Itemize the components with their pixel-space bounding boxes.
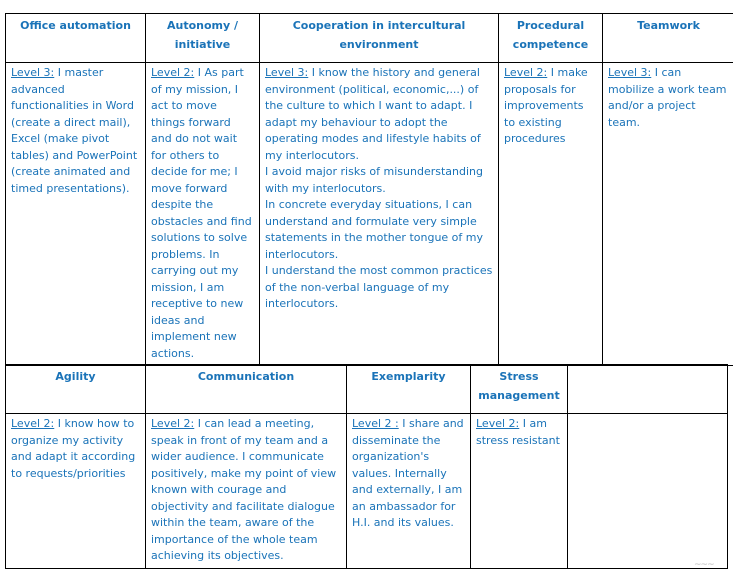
level-label: Level 2: bbox=[476, 417, 520, 430]
competency-table-2 bbox=[5, 364, 728, 569]
cell-teamwork bbox=[603, 63, 733, 366]
level-label: Level 3: bbox=[265, 66, 309, 79]
header-communication: Communication bbox=[146, 365, 347, 414]
level-label: Level 2: bbox=[504, 66, 548, 79]
cell-exemplarity bbox=[347, 414, 471, 569]
cell-intercultural-cooperation bbox=[260, 63, 499, 366]
cell-autonomy-initiative bbox=[146, 63, 260, 366]
competency-description: I know the history and general environment (political, economic,...) of the culture to which I want to adapt. I adapt my behaviour to adopt the operating modes and lifestyle habits of my interlocutors. bbox=[265, 66, 481, 162]
competency-description: I master advanced functionalities in Word (create a direct mail), Excel (make pivot tables) and PowerPoint (create animated and timed presentations). bbox=[11, 66, 138, 195]
level-label: Level 2: bbox=[151, 417, 195, 430]
competency-description: I make proposals for improvements to existing procedures bbox=[504, 66, 588, 145]
cell-office-automation bbox=[6, 63, 146, 366]
header-procedural-competence: Procedural competence bbox=[499, 14, 603, 63]
competency-description-extra: I understand the most common practices of the non-verbal language of my interlocutors. bbox=[265, 264, 493, 310]
table-row bbox=[6, 63, 733, 366]
cell-procedural-competence bbox=[499, 63, 603, 366]
competency-description: I am stress resistant bbox=[476, 417, 560, 447]
competency-description: I can mobilize a work team and/or a project team. bbox=[608, 66, 727, 129]
level-label: Level 2: bbox=[151, 66, 195, 79]
header-office-automation: Office automation bbox=[6, 14, 146, 63]
header-stress-management: Stress management bbox=[471, 365, 568, 414]
competency-description-extra: In concrete everyday situations, I can understand and formulate very simple statements in the mother tongue of my interlocutors. bbox=[265, 198, 484, 261]
cell-communication bbox=[146, 414, 347, 569]
cell-empty bbox=[568, 414, 728, 569]
competency-table-1 bbox=[5, 13, 733, 366]
cell-agility bbox=[6, 414, 146, 569]
level-label: Level 3: bbox=[11, 66, 55, 79]
header-exemplarity: Exemplarity bbox=[347, 365, 471, 414]
level-label: Level 3: bbox=[608, 66, 652, 79]
level-label: Level 2 : bbox=[352, 417, 399, 430]
competency-description: I share and disseminate the organization's values. Internally and externally, I am an ambassador for H.I. and its values. bbox=[352, 417, 464, 529]
competency-description: I know how to organize my activity and adapt it according to requests/priorities bbox=[11, 417, 136, 480]
competency-description-extra: I avoid major risks of misunderstanding with my interlocutors. bbox=[265, 165, 483, 195]
header-autonomy-initiative: Autonomy / initiative bbox=[146, 14, 260, 63]
level-label: Level 2: bbox=[11, 417, 55, 430]
corner-scribble-mark: ~~~ bbox=[694, 560, 714, 570]
header-agility: Agility bbox=[6, 365, 146, 414]
competency-description: I As part of my mission, I act to move things forward and do not wait for others to decide for me; I move forward despite the obstacles and find solutions to solve problems. In carrying out my mission, I am receptive to new ideas and implement new actions. bbox=[151, 66, 252, 360]
header-row bbox=[6, 14, 733, 63]
cell-stress-management bbox=[471, 414, 568, 569]
header-row bbox=[6, 365, 728, 414]
header-teamwork: Teamwork bbox=[603, 14, 733, 63]
header-intercultural-cooperation: Cooperation in intercultural environment bbox=[260, 14, 499, 63]
header-empty bbox=[568, 365, 728, 414]
table-row bbox=[6, 414, 728, 569]
competency-description: I can lead a meeting, speak in front of my team and a wider audience. I communicate positively, make my point of view known with courage and objectivity and facilitate dialogue within the team, aware of the importance of the whole team achieving its objectives. bbox=[151, 417, 337, 562]
